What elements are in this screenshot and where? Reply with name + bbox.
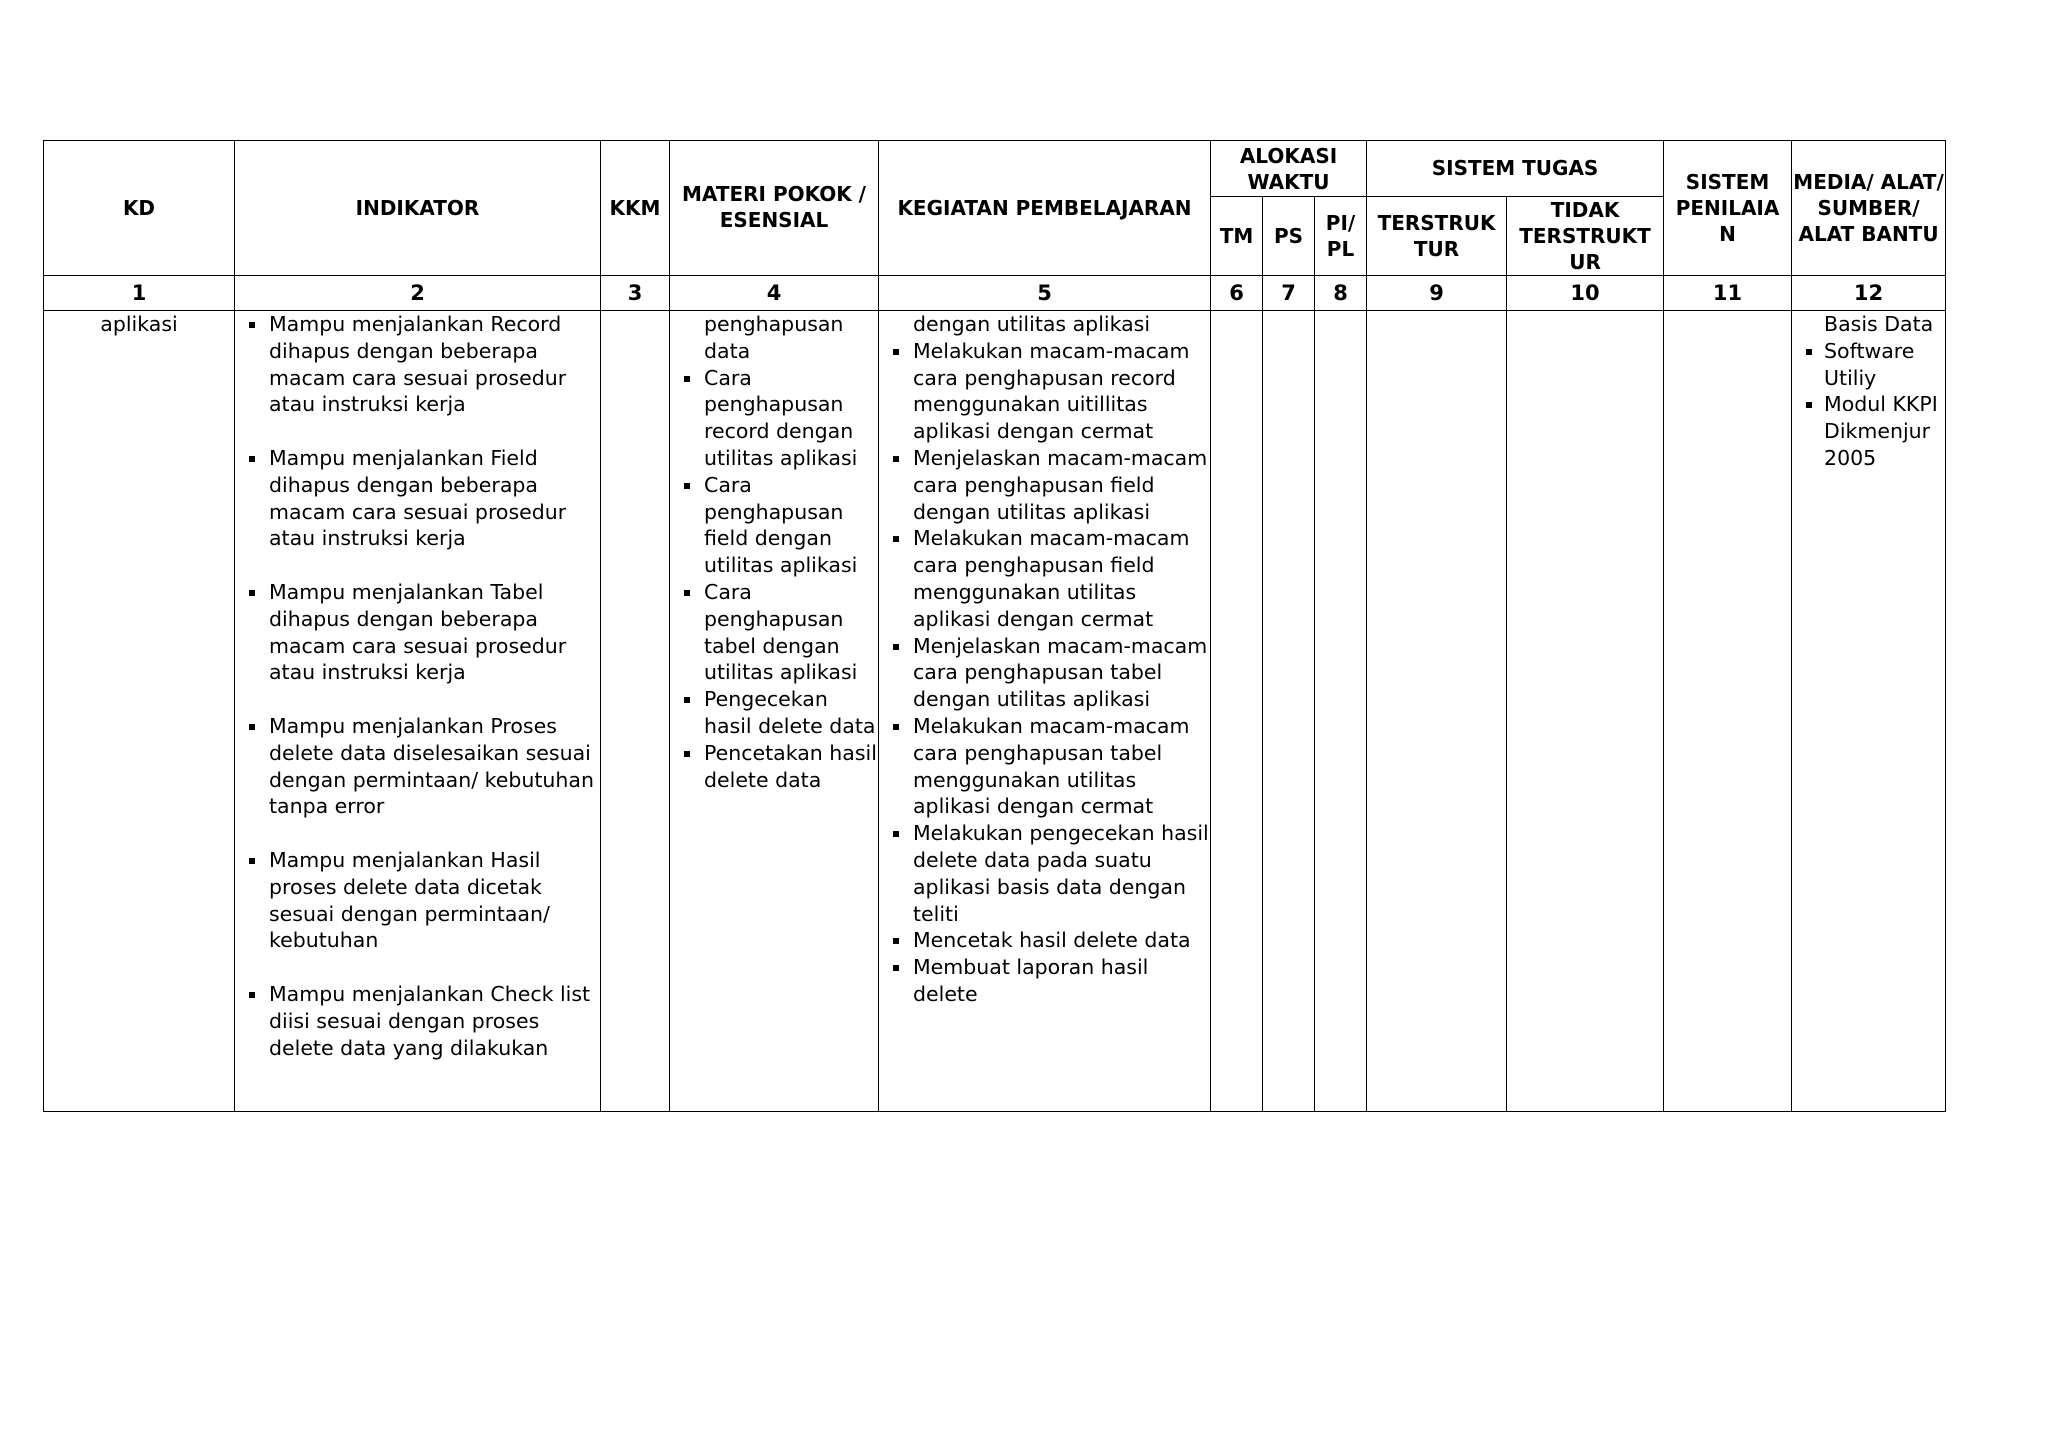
column-number: 11	[1664, 276, 1792, 311]
media-item: Modul KKPI Dikmenjur 2005	[1792, 391, 1945, 471]
header-tidak-terstruktur: TIDAK TERSTRUKT UR	[1507, 197, 1664, 276]
syllabus-table	[43, 140, 1946, 1112]
header-terstruktur: TERSTRUK TUR	[1367, 197, 1507, 276]
header-kd: KD	[44, 141, 235, 276]
column-number-row	[44, 276, 1946, 311]
media-cell	[1792, 311, 1946, 1112]
kegiatan-item: Melakukan pengecekan hasil delete data pada suatu aplikasi basis data dengan teliti	[879, 820, 1210, 927]
indikator-item: Mampu menjalankan Check list diisi sesuai dengan proses delete data yang dilakukan	[235, 981, 600, 1061]
kegiatan-item: Melakukan macam-macam cara penghapusan field menggunakan utilitas aplikasi dengan cermat	[879, 525, 1210, 632]
content-row	[44, 311, 1946, 1112]
kegiatan-item: Menjelaskan macam-macam cara penghapusan field dengan utilitas aplikasi	[879, 445, 1210, 525]
kkm-cell	[601, 311, 670, 1112]
kegiatan-cell	[879, 311, 1211, 1112]
indikator-item: Mampu menjalankan Field dihapus dengan beberapa macam cara sesuai prosedur atau instruksi kerja	[235, 445, 600, 552]
kegiatan-continuation: dengan utilitas aplikasi	[913, 312, 1151, 336]
kegiatan-item: Melakukan macam-macam cara penghapusan tabel menggunakan utilitas aplikasi dengan cermat	[879, 713, 1210, 820]
header-materi: MATERI POKOK / ESENSIAL	[670, 141, 879, 276]
indikator-item: Mampu menjalankan Record dihapus dengan beberapa macam cara sesuai prosedur atau instruksi kerja	[235, 311, 600, 418]
kegiatan-item: Mencetak hasil delete data	[879, 927, 1210, 954]
materi-continuation: penghapusan data	[704, 312, 844, 363]
header-tm: TM	[1211, 197, 1263, 276]
ps-cell	[1263, 311, 1315, 1112]
terstruktur-cell	[1367, 311, 1507, 1112]
media-continuation: Basis Data	[1824, 312, 1934, 336]
header-indikator: INDIKATOR	[235, 141, 601, 276]
header-sistem-penilaian: SISTEM PENILAIA N	[1664, 141, 1792, 276]
media-item: Software Utiliy	[1792, 338, 1945, 392]
media-list	[1792, 338, 1945, 472]
materi-item: Cara penghapusan tabel dengan utilitas aplikasi	[670, 579, 878, 686]
materi-item: Cara penghapusan field dengan utilitas aplikasi	[670, 472, 878, 579]
header-kkm: KKM	[601, 141, 670, 276]
column-number: 1	[44, 276, 235, 311]
kegiatan-item: Membuat laporan hasil delete	[879, 954, 1210, 1008]
column-number: 3	[601, 276, 670, 311]
kegiatan-item: Melakukan macam-macam cara penghapusan record menggunakan uitillitas aplikasi dengan cermat	[879, 338, 1210, 445]
header-sistem-tugas: SISTEM TUGAS	[1367, 141, 1664, 197]
column-number: 8	[1315, 276, 1367, 311]
indikator-cell	[235, 311, 601, 1112]
indikator-item: Mampu menjalankan Tabel dihapus dengan beberapa macam cara sesuai prosedur atau instruksi kerja	[235, 579, 600, 686]
header-media: MEDIA/ ALAT/ SUMBER/ ALAT BANTU	[1792, 141, 1946, 276]
header-pi-pl: PI/ PL	[1315, 197, 1367, 276]
sistem-penilaian-cell	[1664, 311, 1792, 1112]
column-number: 10	[1507, 276, 1664, 311]
materi-item: Pengecekan hasil delete data	[670, 686, 878, 740]
materi-list	[670, 365, 878, 794]
header-kegiatan: KEGIATAN PEMBELAJARAN	[879, 141, 1211, 276]
header-alokasi-waktu: ALOKASI WAKTU	[1211, 141, 1367, 197]
column-number: 12	[1792, 276, 1946, 311]
pi-pl-cell	[1315, 311, 1367, 1112]
header-ps: PS	[1263, 197, 1315, 276]
indikator-item: Mampu menjalankan Proses delete data diselesaikan sesuai dengan permintaan/ kebutuhan tanpa error	[235, 713, 600, 820]
kd-cell: aplikasi	[44, 311, 235, 1112]
column-number: 9	[1367, 276, 1507, 311]
materi-item: Pencetakan hasil delete data	[670, 740, 878, 794]
tidak-terstruktur-cell	[1507, 311, 1664, 1112]
column-number: 4	[670, 276, 879, 311]
indikator-item: Mampu menjalankan Hasil proses delete data dicetak sesuai dengan permintaan/ kebutuhan	[235, 847, 600, 954]
indikator-list	[235, 311, 600, 1061]
materi-item: Cara penghapusan record dengan utilitas aplikasi	[670, 365, 878, 472]
materi-cell	[670, 311, 879, 1112]
tm-cell	[1211, 311, 1263, 1112]
column-number: 2	[235, 276, 601, 311]
column-number: 6	[1211, 276, 1263, 311]
kegiatan-list	[879, 338, 1210, 1008]
column-number: 7	[1263, 276, 1315, 311]
kegiatan-item: Menjelaskan macam-macam cara penghapusan tabel dengan utilitas aplikasi	[879, 633, 1210, 713]
column-number: 5	[879, 276, 1211, 311]
